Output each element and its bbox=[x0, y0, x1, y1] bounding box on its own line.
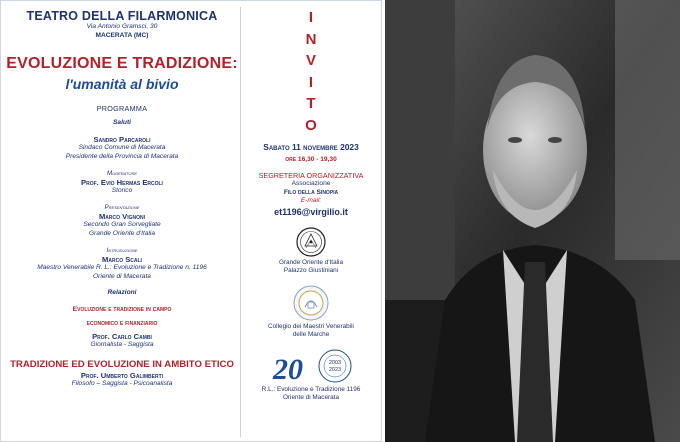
speaker-desc: Grande Oriente d'Italia bbox=[88, 229, 156, 237]
talk-title: TRADIZIONE ED EVOLUZIONE IN AMBITO ETICO bbox=[10, 359, 234, 371]
role-label: Moderatore bbox=[106, 170, 138, 177]
email-label: E-mail: bbox=[300, 197, 322, 205]
associazione-label: Associazione bbox=[291, 180, 331, 187]
speaker-desc: Oriente di Macerata bbox=[93, 272, 151, 280]
speaker-desc: Secondo Gran Sorvegliate bbox=[83, 221, 161, 229]
speaker-desc: Presidente della Provincia di Macerata bbox=[65, 152, 179, 160]
invito-letter: T bbox=[306, 95, 316, 112]
grande-oriente-logo-icon bbox=[296, 227, 326, 257]
logo-caption: delle Marche bbox=[292, 331, 330, 339]
email-address: et1196@virgilio.it bbox=[274, 206, 348, 217]
anniversary-number: 20 bbox=[273, 352, 303, 384]
venue-city: MACERATA (MC) bbox=[95, 31, 149, 39]
speaker-name: Sandro Parcaroli bbox=[93, 135, 151, 145]
event-time: ore 16,30 - 19,30 bbox=[285, 156, 337, 163]
logo-caption: Palazzo Giustiniani bbox=[283, 266, 339, 274]
speaker-desc: Filosofo – Saggista - Psicoanalista bbox=[71, 380, 173, 388]
anniversary-year: 2003 bbox=[328, 359, 342, 366]
portrait-photo bbox=[385, 0, 680, 442]
event-title: EVOLUZIONE E TRADIZIONE: bbox=[6, 55, 238, 73]
venue-address: Via Antonio Gramsci, 30 bbox=[86, 23, 158, 30]
role-label: Presentazione bbox=[104, 204, 140, 212]
speaker-desc: Giornalista - Saggista bbox=[90, 341, 154, 349]
flyer-program-column bbox=[5, 5, 239, 439]
invito-letter: I bbox=[308, 9, 314, 26]
flyer-invite-column bbox=[242, 5, 380, 439]
venue-name: TEATRO DELLA FILARMONICA bbox=[26, 9, 218, 23]
portrait-photo-icon bbox=[385, 0, 680, 442]
invito-letter: V bbox=[305, 52, 316, 69]
talk-title bbox=[5, 303, 239, 331]
association-name: Filo della Sinopia bbox=[283, 188, 339, 196]
invito-letter: N bbox=[305, 30, 317, 48]
invito-letter: I bbox=[308, 73, 314, 91]
event-date: Sabato 11 novembre 2023 bbox=[263, 142, 359, 152]
speaker-desc: Maestro Venerabile R. L.: Evoluzione e Tradizione n. 1196 bbox=[37, 264, 207, 272]
event-subtitle: l'umanità al bivio bbox=[65, 76, 179, 93]
speaker-desc: Sindaco Comune di Macerata bbox=[78, 144, 166, 152]
segreteria-label: SEGRETERIA ORGANIZZATIVA bbox=[258, 171, 364, 180]
saluti-heading: Saluti bbox=[113, 119, 131, 127]
invito-vertical bbox=[242, 7, 380, 136]
relazioni-heading: Relazioni bbox=[107, 289, 137, 297]
speaker-name: Marco Vignoni bbox=[98, 212, 145, 222]
collegio-marche-logo-icon bbox=[293, 285, 329, 321]
speaker-desc: Storico bbox=[111, 187, 133, 194]
speaker-name: Prof. Evio Hermas Ercoli bbox=[81, 178, 163, 187]
anniversary-20-logo-icon bbox=[261, 348, 361, 384]
logo-caption: R.L.: Evoluzione e Tradizione 1196 bbox=[261, 385, 361, 393]
logo-caption: Oriente di Macerata bbox=[282, 393, 340, 401]
speaker-name: Prof. Carlo Cambi bbox=[92, 332, 152, 342]
talk-title-line: Evoluzione e tradizione in campo bbox=[72, 306, 172, 314]
column-divider bbox=[240, 7, 241, 437]
speaker-name: Marco Scali bbox=[102, 255, 142, 265]
invito-letter: O bbox=[305, 116, 317, 134]
talk-title-line: economico e finanziario bbox=[86, 320, 158, 328]
anniversary-year: 2023 bbox=[328, 366, 342, 373]
programma-heading: PROGRAMMA bbox=[96, 104, 148, 114]
logo-caption: Collegio dei Maestri Venerabili bbox=[268, 323, 354, 331]
speaker-name: Prof. Umberto Galimberti bbox=[80, 371, 164, 381]
logo-caption: Grande Oriente d'Italia bbox=[278, 258, 344, 266]
role-label: Introduzione bbox=[106, 247, 138, 255]
